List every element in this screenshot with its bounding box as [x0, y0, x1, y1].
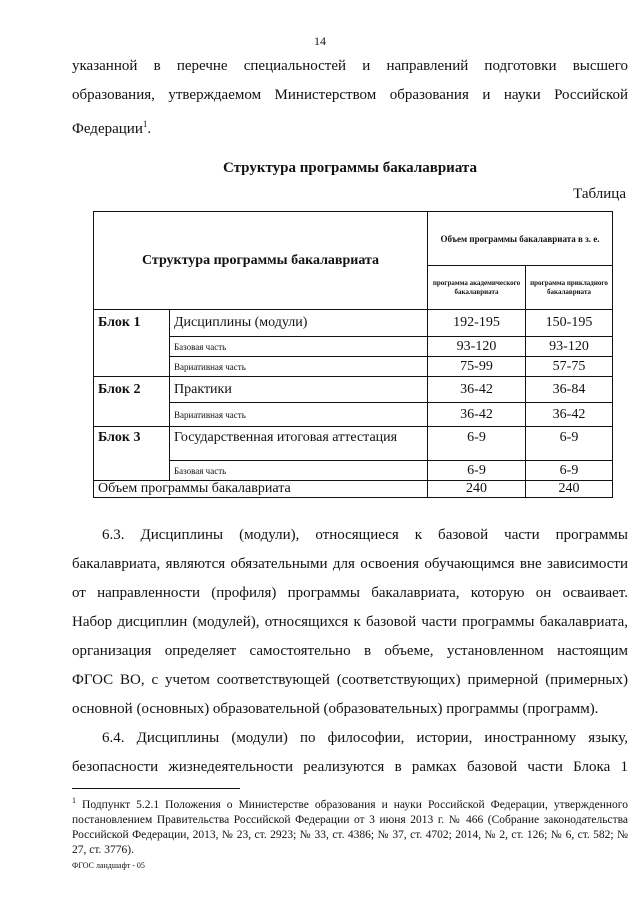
block-label: Блок 3: [94, 427, 170, 461]
header-academic: программа академического бакалавриата: [428, 266, 526, 310]
block-label: [94, 461, 170, 481]
paragraph-line: 6.3. Дисциплины (модули), относящиеся к базовой части программы: [102, 527, 628, 543]
table-row: [94, 403, 613, 427]
academic-value: 93-120: [428, 337, 526, 357]
block-label: Блок 2: [94, 377, 170, 403]
footnote-number: 1: [72, 796, 76, 805]
block-label: [94, 403, 170, 427]
intro-line: образования, утверждаемом Министерством образования и науки Российской: [72, 87, 628, 103]
row-name: Государственная итоговая аттестация: [170, 427, 428, 461]
academic-value: 192-195: [428, 310, 526, 337]
paragraph-line: 6.4. Дисциплины (модули) по философии, истории, иностранному языку,: [102, 730, 628, 746]
intro-line: указанной в перечне специальностей и направлений подготовки высшего: [72, 58, 628, 74]
table-row: [94, 377, 613, 403]
page-number: 14: [314, 34, 326, 48]
paragraph-line: бакалавриата, являются обязательными для освоения обучающимся вне зависимости: [72, 556, 628, 572]
footnote-ref: 1: [142, 119, 148, 129]
header-structure: Структура программы бакалавриата: [94, 212, 428, 310]
paragraph-line: безопасности жизнедеятельности реализуются в рамках базовой части Блока 1: [72, 759, 628, 775]
footnote-divider: [72, 788, 240, 789]
applied-value: 150-195: [526, 310, 613, 337]
table-row: [94, 427, 613, 461]
row-name: Дисциплины (модули): [170, 310, 428, 337]
footnote-text: Подпункт 5.2.1 Положения о Министерстве образования и науки Российской Федерации, утвержденного постановлением Правительства Российской Федерации от 3 июня 2013 г. № 466 (Собрание законодательства Российской Федерации, 2013, № 23, ст. 2923; № 33, ст. 4386; № 37, ст. 4702; 2014, № 2, ст. 126; № 6, ст. 582; № 27, ст. 3776).: [72, 798, 628, 856]
academic-value: 6-9: [428, 461, 526, 481]
total-applied: 240: [526, 481, 613, 498]
paragraph-line: Набор дисциплин (модулей), относящихся к базовой части программы бакалавриата,: [72, 614, 628, 630]
intro-paragraph: [72, 52, 628, 144]
row-name: Вариативная часть: [170, 403, 428, 427]
table-row: [94, 357, 613, 377]
academic-value: 36-42: [428, 403, 526, 427]
body-text: [72, 521, 628, 782]
academic-value: 6-9: [428, 427, 526, 461]
paragraph-line: ФГОС ВО, с учетом соответствующей (соответствующих) примерной (примерных): [72, 672, 628, 688]
table-row: [94, 337, 613, 357]
row-name: Практики: [170, 377, 428, 403]
page-footer: ФГОС ландшафт - 05: [72, 861, 145, 870]
row-name: Базовая часть: [170, 461, 428, 481]
total-label: Объем программы бакалавриата: [94, 481, 428, 498]
academic-value: 75-99: [428, 357, 526, 377]
header-volume: Объем программы бакалавриата в з. е.: [428, 212, 613, 266]
applied-value: 36-42: [526, 403, 613, 427]
header-applied: программа прикладного бакалавриата: [526, 266, 613, 310]
intro-line: Федерации$^1$.: [72, 119, 152, 137]
applied-value: 6-9: [526, 427, 613, 461]
block-label: Блок 1: [94, 310, 170, 337]
applied-value: 6-9: [526, 461, 613, 481]
row-name: Вариативная часть: [170, 357, 428, 377]
applied-value: 93-120: [526, 337, 613, 357]
row-name: Базовая часть: [170, 337, 428, 357]
structure-table: [93, 211, 613, 498]
block-label: [94, 337, 170, 357]
applied-value: 57-75: [526, 357, 613, 377]
footnote: [72, 793, 628, 858]
table-title: Структура программы бакалавриата: [223, 160, 477, 176]
table-row: [94, 310, 613, 337]
academic-value: 36-42: [428, 377, 526, 403]
paragraph-line: организация определяет самостоятельно в объеме, установленном настоящим: [72, 643, 628, 659]
total-row: [94, 481, 613, 498]
paragraph-line: основной (основных) образовательной (образовательных) программы (программ).: [72, 701, 599, 717]
table-row: [94, 461, 613, 481]
paragraph-line: от направленности (профиля) программы бакалавриата, которую он осваивает.: [72, 585, 628, 601]
table-label: Таблица: [573, 186, 626, 202]
applied-value: 36-84: [526, 377, 613, 403]
block-label: [94, 357, 170, 377]
total-academic: 240: [428, 481, 526, 498]
